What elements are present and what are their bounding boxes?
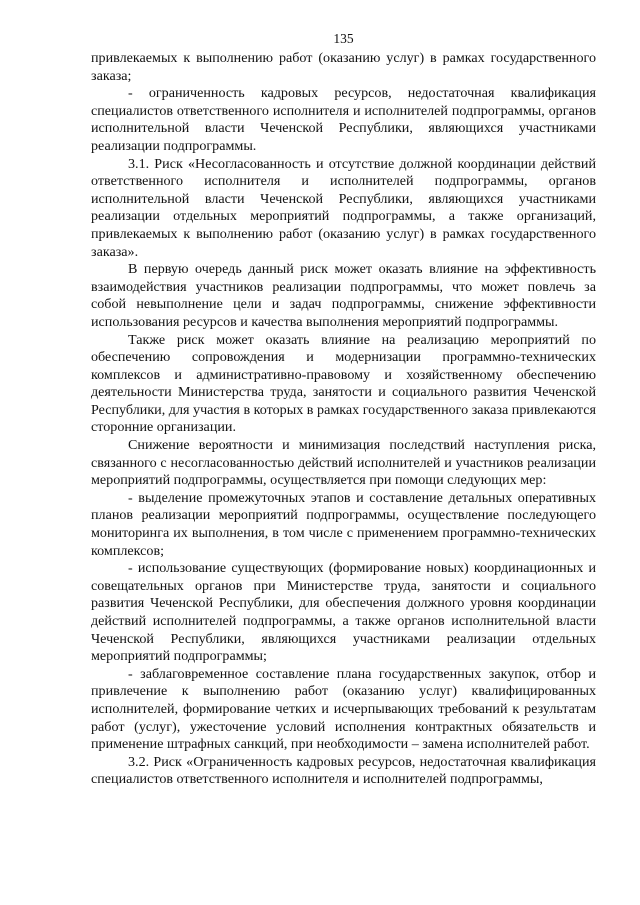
- risk-3-1-heading: 3.1. Риск «Несогласованность и отсутствие должной координации действий ответственного исполнителя и исполнителей подпрограммы, органов исполнительной власти Чеченской Республики, являющихся участниками реализации отдельных мероприятий подпрограммы, а также организаций, привлекаемых к выполнению работ (оказанию услуг) в рамках государственного заказа».: [91, 155, 596, 260]
- page-number: 135: [333, 31, 354, 46]
- paragraph-continuation: привлекаемых к выполнению работ (оказанию услуг) в рамках государственного заказа;: [91, 50, 596, 84]
- paragraph-impact: В первую очередь данный риск может оказать влияние на эффективность взаимодействия участников реализации подпрограммы, что может повлечь за собой невыполнение цели и задач подпрограммы, снижение эффективности использования ресурсов и качества выполнения мероприятий подпрограммы.: [91, 261, 596, 330]
- paragraph-also-risk: Также риск может оказать влияние на реализацию мероприятий по обеспечению сопровождения и модернизации программно-технических комплексов и административно-правовому и хозяйственному обеспечению деятельности Министерства труда, занятости и социального развития Чеченской Республики, для участия в которых в рамках государственного заказа привлекаются сторонние организации.: [91, 331, 596, 436]
- body-text: [91, 50, 596, 789]
- risk-3-2-heading: 3.2. Риск «Ограниченность кадровых ресурсов, недостаточная квалификация специалистов ответственного исполнителя и исполнителей подпрограммы,: [91, 753, 596, 788]
- paragraph-mitigation-intro: Снижение вероятности и минимизация последствий наступления риска, связанного с несогласованностью действий исполнителей и участников реализации мероприятий подпрограммы, осуществляется при помощи следующих мер:: [91, 437, 596, 489]
- list-item-staff-shortage: - ограниченность кадровых ресурсов, недостаточная квалификация специалистов ответственного исполнителя и исполнителей подпрограммы, органов исполнительной власти Чеченской Республики, являющихся участниками реализации подпрограммы.: [91, 85, 596, 154]
- list-item-stages: - выделение промежуточных этапов и составление детальных оперативных планов реализации мероприятий подпрограммы, осуществление последующего мониторинга их выполнения, в том числе с применением программно-технических комплексов;: [91, 489, 596, 559]
- list-item-procurement-plan: - заблаговременное составление плана государственных закупок, отбор и привлечение к выполнению работ (оказанию услуг) квалифицированных исполнителей, формирование четких и исчерпывающих требований к результатам работ (услуг), ужесточение условий исполнения контрактных обязательств и применение штрафных санкций, при необходимости – замена исполнителей работ.: [91, 665, 596, 753]
- list-item-coordination-bodies: - использование существующих (формирование новых) координационных и совещательных органов при Министерстве труда, занятости и социального развития Чеченской Республики, для обеспечения должного уровня координации действий исполнителей подпрограммы, а также органов исполнительной власти Чеченской Республики, являющихся участниками реализации отдельных мероприятий подпрограммы;: [91, 560, 596, 665]
